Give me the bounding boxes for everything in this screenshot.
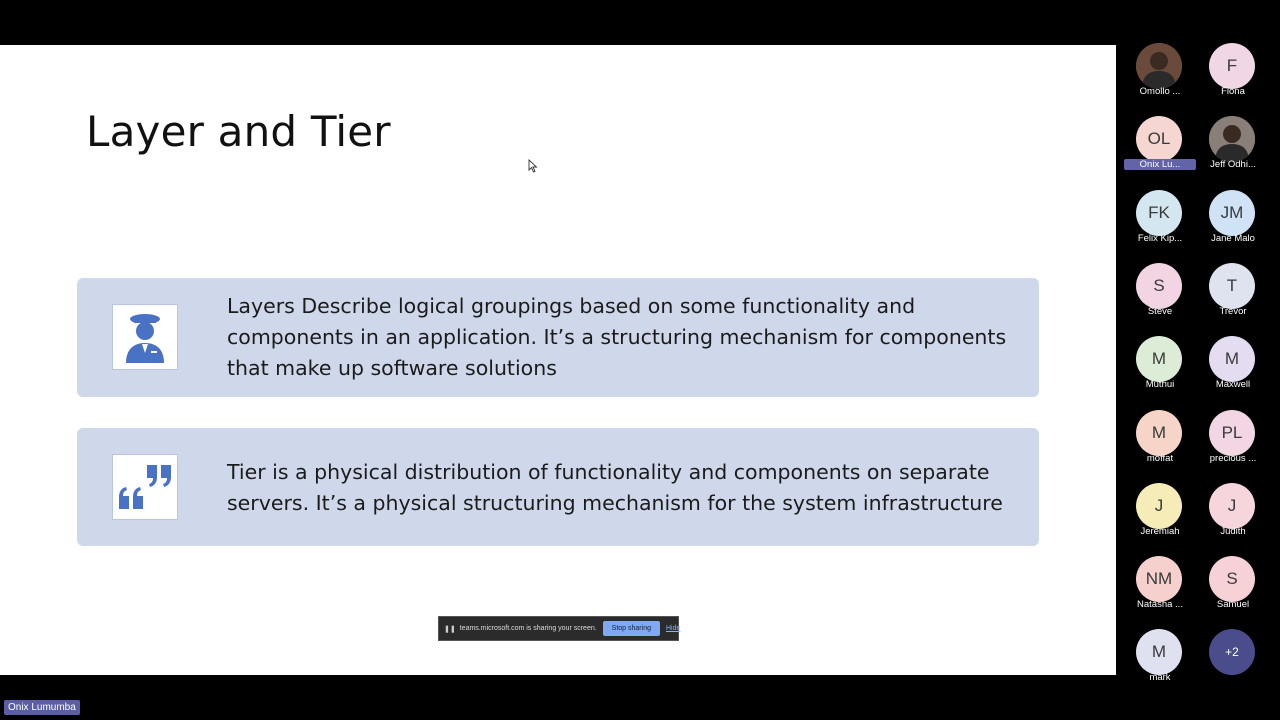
avatar: M	[1136, 629, 1182, 675]
layer-definition-card	[77, 278, 1039, 397]
participant-tile[interactable]	[1124, 629, 1196, 699]
pause-icon: ❚❚	[444, 625, 456, 633]
avatar: NM	[1136, 556, 1182, 602]
participant-name: Jeff Odhi...	[1210, 159, 1256, 170]
tier-definition-card	[77, 428, 1039, 546]
participant-tile[interactable]	[1197, 263, 1269, 333]
participant-name: Omollo ...	[1139, 86, 1181, 97]
participant-name: Jeremiah	[1140, 526, 1180, 537]
participant-name: Onix Lu...	[1124, 159, 1196, 170]
participant-name: Natasha ...	[1137, 599, 1183, 610]
participant-name: Fiona	[1221, 86, 1245, 97]
participant-name: moffat	[1146, 453, 1174, 464]
avatar: M	[1209, 336, 1255, 382]
avatar: S	[1209, 556, 1255, 602]
avatar	[1209, 116, 1255, 162]
participant-tile[interactable]	[1197, 336, 1269, 406]
participant-tile[interactable]	[1197, 410, 1269, 480]
avatar: M	[1136, 410, 1182, 456]
participant-name: Maxwell	[1215, 379, 1251, 390]
participant-name: Samuel	[1216, 599, 1250, 610]
stop-sharing-button[interactable]: Stop sharing	[603, 621, 660, 636]
person-photo-icon	[1209, 116, 1255, 162]
avatar: FK	[1136, 190, 1182, 236]
person-photo-icon	[1136, 43, 1182, 89]
avatar: OL	[1136, 116, 1182, 162]
hide-link[interactable]: Hide	[665, 625, 681, 632]
participant-name: Felix Kip...	[1137, 233, 1183, 244]
layer-definition-text: Layers Describe logical groupings based on some functionality and components in an application. It’s a structuring mechanism for components that make up software solutions	[227, 294, 1007, 380]
participant-tile[interactable]	[1197, 556, 1269, 626]
participant-name: Jane Malo	[1211, 233, 1255, 244]
avatar: F	[1209, 43, 1255, 89]
participant-tile[interactable]	[1197, 190, 1269, 260]
mouse-cursor-icon	[528, 159, 538, 173]
pilot-icon	[112, 304, 178, 370]
participant-name: Trevor	[1219, 306, 1247, 317]
presenter-name-tag: Onix Lumumba	[4, 700, 80, 715]
share-message: teams.microsoft.com is sharing your screen.	[459, 625, 597, 632]
tier-definition-text: Tier is a physical distribution of functionality and components on separate servers. It’s a physical structuring mechanism for the system infrastructure	[227, 460, 1003, 515]
participant-tile[interactable]	[1124, 410, 1196, 480]
participant-tile[interactable]	[1124, 336, 1196, 406]
participant-tile[interactable]	[1197, 629, 1269, 699]
screen-share-bar	[438, 616, 679, 641]
participant-tile[interactable]	[1124, 556, 1196, 626]
participant-tile[interactable]	[1124, 116, 1196, 186]
avatar: J	[1209, 483, 1255, 529]
more-participants-button[interactable]: +2	[1209, 629, 1255, 675]
avatar: T	[1209, 263, 1255, 309]
participant-tile[interactable]	[1124, 263, 1196, 333]
participant-tile[interactable]	[1124, 190, 1196, 260]
participant-tile[interactable]	[1124, 483, 1196, 553]
participants-panel	[1116, 0, 1280, 720]
participant-name: Steve	[1147, 306, 1173, 317]
avatar: J	[1136, 483, 1182, 529]
participant-tile[interactable]	[1197, 116, 1269, 186]
quote-icon	[112, 454, 178, 520]
avatar: S	[1136, 263, 1182, 309]
participant-name: Judith	[1220, 526, 1246, 537]
avatar	[1136, 43, 1182, 89]
avatar: JM	[1209, 190, 1255, 236]
participant-tile[interactable]	[1197, 43, 1269, 113]
participant-tile[interactable]	[1197, 483, 1269, 553]
shared-slide	[0, 45, 1116, 675]
participant-name: mark	[1149, 672, 1171, 683]
participant-tile[interactable]	[1124, 43, 1196, 113]
participant-name: precious ...	[1209, 453, 1257, 464]
slide-title: Layer and Tier	[86, 107, 391, 156]
avatar: M	[1136, 336, 1182, 382]
avatar: PL	[1209, 410, 1255, 456]
participant-name: Muthui	[1145, 379, 1175, 390]
